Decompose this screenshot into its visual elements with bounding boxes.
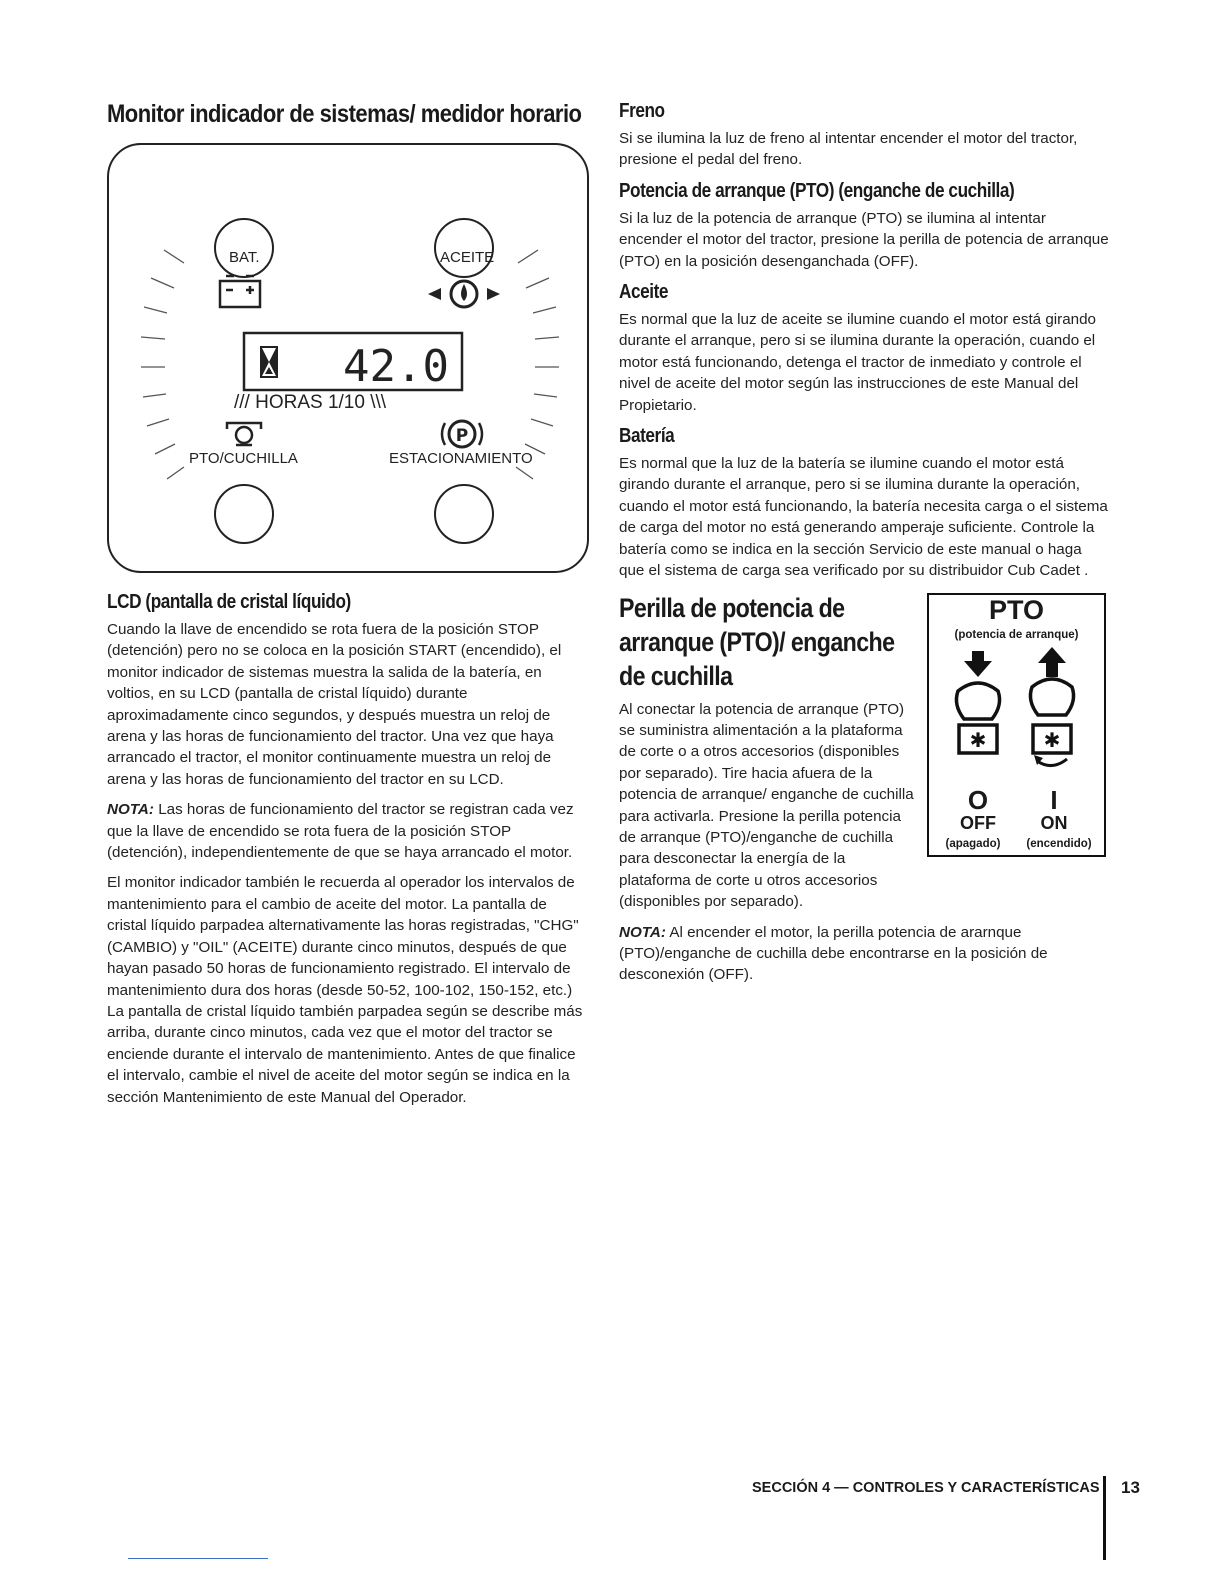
pto-box-title: PTO bbox=[988, 594, 1044, 625]
knob-on-icon bbox=[1030, 679, 1073, 766]
nota-text: Las horas de funcionamiento del tractor se registran cada vez que la llave de encendido se rota fuera de la posición STOP (detención), independientemente de que se haya arrancado el motor. bbox=[107, 801, 574, 862]
pto-heading: Potencia de arranque (PTO) (enganche de cuchilla) bbox=[619, 179, 1015, 202]
estacionamiento-label: ESTACIONAMIENTO bbox=[389, 450, 533, 467]
horas-label: /// HORAS 1/10 \\\ bbox=[234, 392, 387, 413]
battery-icon bbox=[220, 276, 260, 307]
monitor-panel-figure bbox=[107, 143, 589, 573]
svg-text:✱: ✱ bbox=[1043, 727, 1061, 752]
perilla-nota-paragraph bbox=[619, 922, 1109, 986]
footer-divider bbox=[1103, 1476, 1106, 1560]
svg-text:✱: ✱ bbox=[969, 727, 987, 752]
svg-text:P: P bbox=[455, 426, 469, 446]
on-symbol: I bbox=[1050, 784, 1058, 815]
nota-label: NOTA: bbox=[107, 801, 154, 819]
lcd-nota-paragraph bbox=[107, 799, 589, 863]
page-number: 13 bbox=[1121, 1478, 1140, 1497]
nota-text-2: Al encender el motor, la perilla potencia de ararnque (PTO)/enganche de cuchilla debe encontrarse en la posición de desconexión (OFF). bbox=[619, 923, 1048, 984]
pto-knob-figure bbox=[927, 593, 1106, 857]
page-title: Monitor indicador de sistemas/ medidor horario bbox=[107, 100, 582, 128]
parking-light-circle bbox=[435, 485, 493, 543]
bat-label: BAT. bbox=[229, 249, 260, 266]
on-sublabel: (encendido) bbox=[1026, 837, 1092, 850]
nota-label-2: NOTA: bbox=[619, 923, 666, 941]
perilla-text: Al conectar la potencia de arranque (PTO) se suministra alimentación a la plataforma de corte o a otros accesorios (disponibles por separado). Tire hacia afuera de la potencia de arranque/ enganche de cuchilla para activarla. Presione la perilla potencia de arranque (PTO)/enganche de cuchilla para desconectar la energía de la plataforma de corte u otros accesorios (disponibles por separado). bbox=[619, 700, 914, 911]
lcd-heading: LCD (pantalla de cristal líquido) bbox=[107, 591, 351, 613]
pto-gear-icon bbox=[227, 423, 261, 445]
pto-light-circle bbox=[215, 485, 273, 543]
right-column bbox=[619, 100, 1109, 995]
bateria-text: Es normal que la luz de la batería se ilumine cuando el motor está girando durante el arranque, pero si se ilumina durante la operación, cuando el motor está funcionando, la batería necesita carga o el sistema de carga del motor no está generando amperaje suficiente. Controle la batería como se indica en la sección Servicio de este manual o haga que el sistema de carga sea verificado por su distribuidor Cub Cadet . bbox=[619, 455, 1108, 580]
footer-section-title: SECCIÓN 4 — CONTROLES Y CARACTERÍSTICAS bbox=[752, 1480, 1100, 1496]
monitor-panel-drawing bbox=[109, 145, 591, 575]
on-label: ON bbox=[1040, 812, 1068, 833]
aceite-text: Es normal que la luz de aceite se ilumine cuando el motor está girando durante el arranque, pero si se ilumina durante la operación, cuando el motor está funcionando, detenga el tractor de inmediato y controle el nivel de aceite del motor según las instrucciones de este Manual del Propietario. bbox=[619, 311, 1096, 414]
aceite-light-circle bbox=[435, 219, 493, 277]
arrow-up-icon bbox=[1038, 647, 1066, 677]
perilla-section bbox=[619, 591, 1109, 986]
bat-light-circle bbox=[215, 219, 273, 277]
aceite-label: ACEITE bbox=[440, 249, 495, 266]
footer-link-underline bbox=[128, 1558, 268, 1559]
bateria-heading: Batería bbox=[619, 425, 675, 448]
off-symbol: O bbox=[967, 784, 989, 815]
pto-box-subtitle: (potencia de arranque) bbox=[954, 628, 1079, 641]
freno-text: Si se ilumina la luz de freno al intentar encender el motor del tractor, presione el pedal del freno. bbox=[619, 130, 1078, 169]
aceite-heading: Aceite bbox=[619, 281, 669, 304]
lcd-paragraph-3: El monitor indicador también le recuerda al operador los intervalos de mantenimiento para el cambio de aceite del motor. La pantalla de cristal líquido parpadea alternativamente las horas registradas, "CHG" (CAMBIO) y "OIL" (ACEITE) durante cinco minutos, después de que hayan pasado 50 horas de funcionamiento registrado. El intervalo de mantenimiento dura dos horas (desde 50-52, 100-102, 150-152, etc.) La pantalla de cristal líquido también parpadea según se describe más arriba, durante cinco minutos, cada vez que el motor del tractor se enciende durante el intervalo de mantenimiento. Antes de que finalice el intervalo, cambie el nivel de aceite del motor según se indica en la sección Mantenimiento de este Manual del Operador. bbox=[107, 874, 583, 1106]
perilla-heading: Perilla de potencia de arranque (PTO)/ enganche de cuchilla bbox=[619, 592, 895, 691]
arrow-down-icon bbox=[964, 651, 992, 677]
oil-drop-icon bbox=[428, 281, 500, 307]
parking-brake-icon bbox=[442, 421, 482, 447]
off-sublabel: (apagado) bbox=[945, 837, 1001, 850]
hourglass-icon bbox=[260, 346, 278, 378]
off-label: OFF bbox=[960, 812, 996, 833]
lcd-value: 42.0 bbox=[343, 341, 449, 392]
lcd-paragraph-1: Cuando la llave de encendido se rota fuera de la posición STOP (detención) pero no se coloca en la posición START (encendido), el monitor indicador de sistemas muestra la salida de la batería, en voltios, en su LCD (pantalla de cristal líquido) durante aproximadamente cinco segundos, y después muestra un reloj de arena y las horas de funcionamiento del tractor. Una vez que haya arrancado el tractor, el monitor continuamente muestra un reloj de arena y las horas de funcionamiento del tractor en su LCD. bbox=[107, 621, 562, 788]
pto-text: Si la luz de la potencia de arranque (PTO) se ilumina al intentar encender el motor del tractor, presione la perilla de potencia de arranque (PTO) en la posición desenganchada (OFF). bbox=[619, 209, 1109, 270]
left-column bbox=[107, 100, 589, 1117]
knob-off-icon bbox=[956, 683, 999, 753]
pto-cuchilla-label: PTO/CUCHILLA bbox=[189, 450, 298, 467]
freno-heading: Freno bbox=[619, 100, 665, 122]
